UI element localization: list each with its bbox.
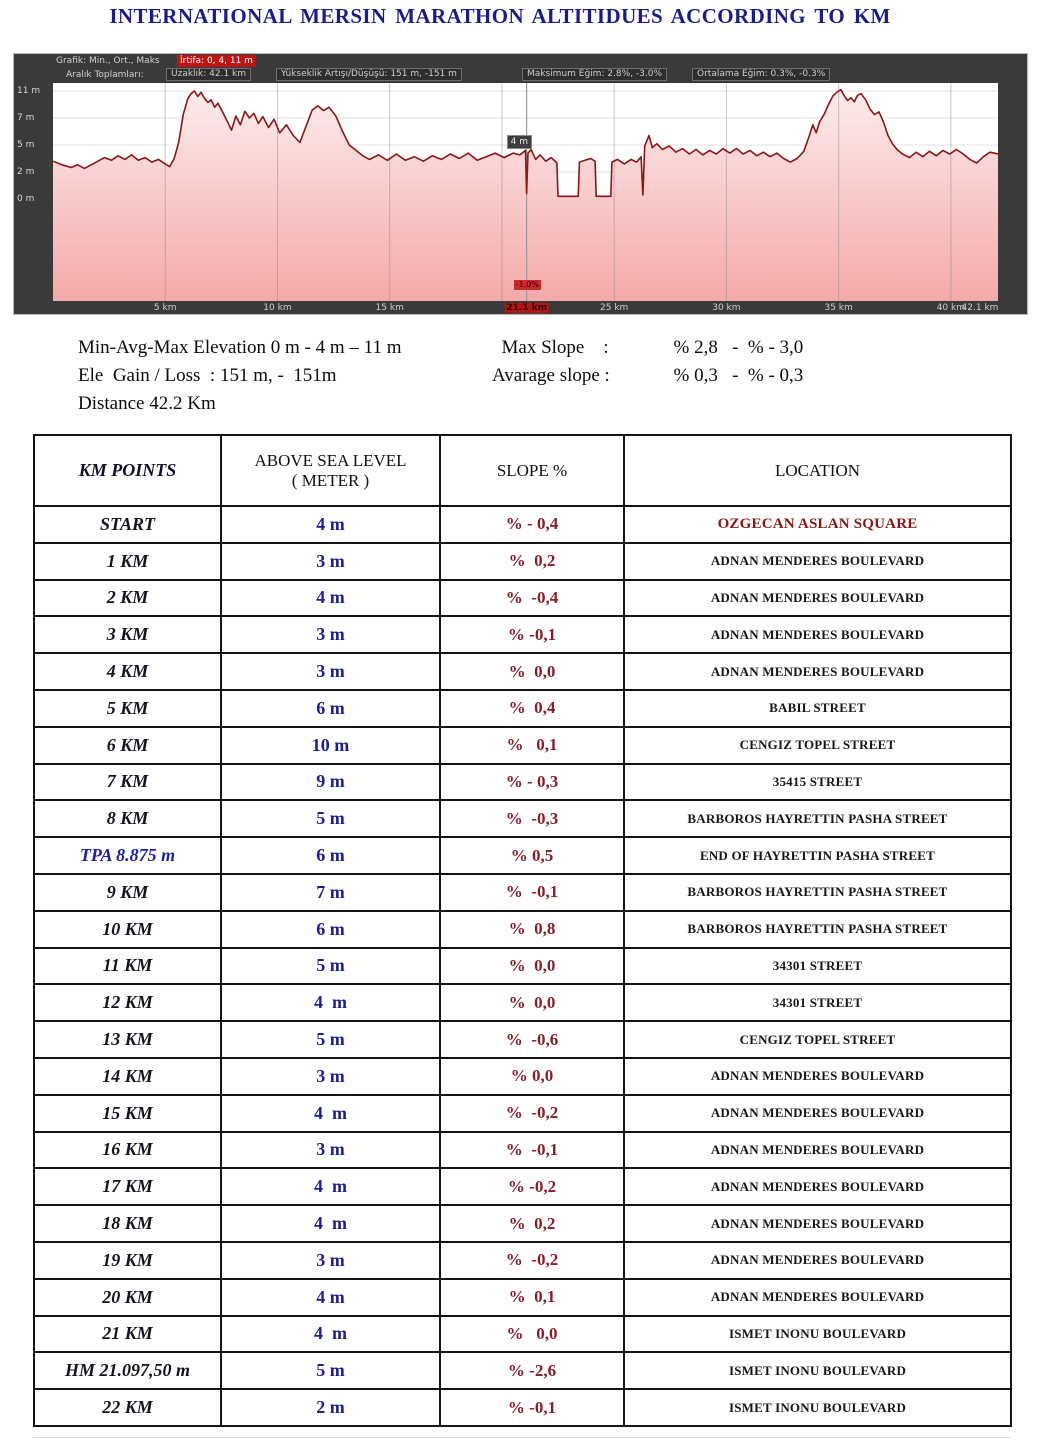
table-row bbox=[34, 911, 1011, 948]
slope-cell: % -0,1 bbox=[440, 616, 624, 653]
table-row bbox=[34, 653, 1011, 690]
km-cell: TPA 8.875 m bbox=[34, 837, 221, 874]
table-row bbox=[34, 1279, 1011, 1316]
table-row bbox=[34, 837, 1011, 874]
km-cell: 19 KM bbox=[34, 1242, 221, 1279]
km-cell: 16 KM bbox=[34, 1132, 221, 1169]
y-axis-label: 2 m bbox=[17, 167, 35, 177]
x-axis-label: 15 km bbox=[375, 303, 404, 313]
km-cell: HM 21.097,50 m bbox=[34, 1352, 221, 1389]
elevation-cell: 9 m bbox=[221, 764, 440, 801]
y-axis-label: 0 m bbox=[17, 194, 35, 204]
km-cell: 3 KM bbox=[34, 616, 221, 653]
location-cell: ISMET INONU BOULEVARD bbox=[624, 1352, 1011, 1389]
cursor-slope-tooltip: -1.0% bbox=[515, 280, 539, 289]
location-cell: 35415 STREET bbox=[624, 764, 1011, 801]
header-asl-line1: ABOVE SEA LEVEL bbox=[254, 450, 407, 470]
elevation-chart bbox=[13, 53, 1028, 315]
slope-cell: % -0,1 bbox=[440, 874, 624, 911]
table-row bbox=[34, 616, 1011, 653]
elevation-cell: 7 m bbox=[221, 874, 440, 911]
stat-gain-loss: Yükseklik Artışı/Düşüşü: 151 m, -151 m bbox=[276, 68, 462, 81]
stat-distance: Uzaklık: 42.1 km bbox=[166, 68, 251, 81]
table-row bbox=[34, 580, 1011, 617]
elevation-cell: 4 m bbox=[221, 1095, 440, 1132]
elevation-area-fill bbox=[53, 90, 998, 301]
summary-line-3 bbox=[78, 390, 978, 418]
slope-cell: % -0,4 bbox=[440, 580, 624, 617]
x-axis-label: 30 km bbox=[712, 303, 741, 313]
elevation-cell: 4 m bbox=[221, 580, 440, 617]
elevation-cell: 3 m bbox=[221, 653, 440, 690]
km-cell: 9 KM bbox=[34, 874, 221, 911]
location-cell: ADNAN MENDERES BOULEVARD bbox=[624, 1279, 1011, 1316]
km-cell: 11 KM bbox=[34, 948, 221, 985]
slope-cell: % 0,4 bbox=[440, 690, 624, 727]
km-cell: 22 KM bbox=[34, 1389, 221, 1426]
slope-cell: % 0,1 bbox=[440, 1279, 624, 1316]
slope-cell: % 0,0 bbox=[440, 984, 624, 1021]
cursor-elevation-tooltip: 4 m bbox=[507, 135, 532, 149]
summary-distance: Distance 42.2 Km bbox=[78, 393, 216, 414]
summary-line-2 bbox=[78, 362, 978, 390]
summary-block bbox=[78, 334, 978, 418]
location-cell: CENGIZ TOPEL STREET bbox=[624, 1021, 1011, 1058]
location-cell: BARBOROS HAYRETTIN PASHA STREET bbox=[624, 911, 1011, 948]
elevation-cell: 5 m bbox=[221, 1352, 440, 1389]
chart-header-row2 bbox=[14, 69, 1027, 82]
km-cell: 10 KM bbox=[34, 911, 221, 948]
km-cell: 7 KM bbox=[34, 764, 221, 801]
header-above-sea-level bbox=[221, 435, 440, 506]
table-row bbox=[34, 1021, 1011, 1058]
location-cell: ISMET INONU BOULEVARD bbox=[624, 1389, 1011, 1426]
km-cell: 18 KM bbox=[34, 1205, 221, 1242]
summary-max-slope-value: % 2,8 - % - 3,0 bbox=[664, 337, 804, 358]
location-cell: BARBOROS HAYRETTIN PASHA STREET bbox=[624, 800, 1011, 837]
elevation-cell: 4 m bbox=[221, 1205, 440, 1242]
table-row bbox=[34, 690, 1011, 727]
elevation-stat-badge: İrtifa: 0, 4, 11 m bbox=[177, 55, 256, 67]
table-row bbox=[34, 1058, 1011, 1095]
x-axis-label: 42.1 km bbox=[961, 303, 999, 313]
slope-cell: % -0,1 bbox=[440, 1389, 624, 1426]
km-cell: 14 KM bbox=[34, 1058, 221, 1095]
km-cell: 20 KM bbox=[34, 1279, 221, 1316]
x-axis-label: 35 km bbox=[824, 303, 853, 313]
header-asl-line2: ( METER ) bbox=[291, 470, 370, 490]
elevation-cell: 2 m bbox=[221, 1389, 440, 1426]
x-axis bbox=[53, 302, 998, 315]
slope-cell: % 0,0 bbox=[440, 948, 624, 985]
location-cell: ADNAN MENDERES BOULEVARD bbox=[624, 1132, 1011, 1169]
slope-cell: % 0,0 bbox=[440, 653, 624, 690]
header-location: LOCATION bbox=[624, 435, 1011, 506]
x-axis-label-cursor: 21.1 km bbox=[506, 303, 547, 313]
km-cell: 21 KM bbox=[34, 1316, 221, 1353]
km-cell: 12 KM bbox=[34, 984, 221, 1021]
km-cell: 8 KM bbox=[34, 800, 221, 837]
km-cell: 5 KM bbox=[34, 690, 221, 727]
km-cell: 2 KM bbox=[34, 580, 221, 617]
slope-cell: % 0,0 bbox=[440, 1316, 624, 1353]
summary-avg-slope-value: % 0,3 - % - 0,3 bbox=[664, 365, 804, 386]
location-cell: ADNAN MENDERES BOULEVARD bbox=[624, 1168, 1011, 1205]
chart-header-row1 bbox=[14, 55, 1027, 68]
slope-cell: % 0,0 bbox=[440, 1058, 624, 1095]
table-row bbox=[34, 506, 1011, 543]
location-cell: BABIL STREET bbox=[624, 690, 1011, 727]
location-cell: 34301 STREET bbox=[624, 948, 1011, 985]
plot-area[interactable] bbox=[53, 83, 998, 301]
elevation-cell: 3 m bbox=[221, 1058, 440, 1095]
table-row bbox=[34, 800, 1011, 837]
elevation-cell: 5 m bbox=[221, 1021, 440, 1058]
elevation-cell: 6 m bbox=[221, 911, 440, 948]
summary-max-slope-label: Max Slope : bbox=[492, 337, 609, 358]
elevation-cell: 4 m bbox=[221, 506, 440, 543]
chart-totals-label: Aralık Toplamları: bbox=[66, 70, 144, 80]
slope-cell: % - 0,3 bbox=[440, 764, 624, 801]
location-cell: BARBOROS HAYRETTIN PASHA STREET bbox=[624, 874, 1011, 911]
table-row bbox=[34, 1095, 1011, 1132]
elevation-cell: 5 m bbox=[221, 800, 440, 837]
elevation-cell: 3 m bbox=[221, 1132, 440, 1169]
location-cell: ADNAN MENDERES BOULEVARD bbox=[624, 1058, 1011, 1095]
km-cell: 17 KM bbox=[34, 1168, 221, 1205]
table-row bbox=[34, 984, 1011, 1021]
header-slope: SLOPE % bbox=[440, 435, 624, 506]
km-cell: 4 KM bbox=[34, 653, 221, 690]
x-axis-label: 40 km bbox=[936, 303, 966, 313]
table-row bbox=[34, 1132, 1011, 1169]
location-cell: ADNAN MENDERES BOULEVARD bbox=[624, 1095, 1011, 1132]
location-cell: ISMET INONU BOULEVARD bbox=[624, 1316, 1011, 1353]
y-axis-label: 11 m bbox=[17, 86, 41, 96]
location-cell: 34301 STREET bbox=[624, 984, 1011, 1021]
location-cell: OZGECAN ASLAN SQUARE bbox=[624, 506, 1011, 543]
elevation-cell: 4 m bbox=[221, 1279, 440, 1316]
elevation-cell: 3 m bbox=[221, 543, 440, 580]
elevation-cell: 4 m bbox=[221, 1168, 440, 1205]
slope-cell: % -0,2 bbox=[440, 1168, 624, 1205]
elevation-cell: 3 m bbox=[221, 616, 440, 653]
slope-cell: % 0,1 bbox=[440, 727, 624, 764]
location-cell: CENGIZ TOPEL STREET bbox=[624, 727, 1011, 764]
slope-cell: % 0,8 bbox=[440, 911, 624, 948]
slope-cell: % 0,2 bbox=[440, 1205, 624, 1242]
km-points-table bbox=[33, 434, 1012, 1427]
elevation-cell: 10 m bbox=[221, 727, 440, 764]
table-row bbox=[34, 543, 1011, 580]
y-axis-label: 7 m bbox=[17, 113, 35, 123]
stat-max-slope: Maksimum Eğim: 2.8%, -3.0% bbox=[522, 68, 667, 81]
slope-cell: % -2,6 bbox=[440, 1352, 624, 1389]
km-cell: START bbox=[34, 506, 221, 543]
location-cell: ADNAN MENDERES BOULEVARD bbox=[624, 1242, 1011, 1279]
x-axis-label: 25 km bbox=[600, 303, 629, 313]
table-row bbox=[34, 1205, 1011, 1242]
elevation-cell: 4 m bbox=[221, 984, 440, 1021]
table-row bbox=[34, 1389, 1011, 1426]
location-cell: ADNAN MENDERES BOULEVARD bbox=[624, 653, 1011, 690]
summary-avg-slope-label: Avarage slope : bbox=[492, 365, 610, 386]
header-km-points: KM POINTS bbox=[34, 435, 221, 506]
chart-graph-label: Grafik: Min., Ort., Maks bbox=[56, 56, 160, 66]
page-title: INTERNATIONAL MERSIN MARATHON ALTITIDUES ACCORDING TO KM bbox=[109, 4, 891, 28]
table-row bbox=[34, 948, 1011, 985]
x-axis-label: 10 km bbox=[263, 303, 292, 313]
km-cell: 6 KM bbox=[34, 727, 221, 764]
elevation-cell: 6 m bbox=[221, 837, 440, 874]
slope-cell: % -0,2 bbox=[440, 1242, 624, 1279]
km-cell: 15 KM bbox=[34, 1095, 221, 1132]
location-cell: ADNAN MENDERES BOULEVARD bbox=[624, 1205, 1011, 1242]
stat-avg-slope: Ortalama Eğim: 0.3%, -0.3% bbox=[692, 68, 830, 81]
slope-cell: % -0,3 bbox=[440, 800, 624, 837]
table-row bbox=[34, 1242, 1011, 1279]
location-cell: ADNAN MENDERES BOULEVARD bbox=[624, 580, 1011, 617]
location-cell: ADNAN MENDERES BOULEVARD bbox=[624, 543, 1011, 580]
elevation-cell: 6 m bbox=[221, 690, 440, 727]
slope-cell: % -0,1 bbox=[440, 1132, 624, 1169]
table-row bbox=[34, 764, 1011, 801]
summary-elevation: Min-Avg-Max Elevation 0 m - 4 m – 11 m bbox=[78, 337, 402, 358]
elevation-profile-svg bbox=[53, 83, 998, 301]
table-row bbox=[34, 1168, 1011, 1205]
table-header-row bbox=[34, 435, 1011, 506]
table-row bbox=[34, 1352, 1011, 1389]
summary-gain-loss: Ele Gain / Loss : 151 m, - 151m bbox=[78, 365, 337, 386]
table-row bbox=[34, 874, 1011, 911]
slope-cell: % 0,5 bbox=[440, 837, 624, 874]
next-page-row-edge bbox=[33, 1437, 1010, 1438]
table-row bbox=[34, 1316, 1011, 1353]
slope-cell: % -0,2 bbox=[440, 1095, 624, 1132]
y-axis bbox=[17, 83, 51, 301]
km-cell: 1 KM bbox=[34, 543, 221, 580]
elevation-cell: 4 m bbox=[221, 1316, 440, 1353]
location-cell: END OF HAYRETTIN PASHA STREET bbox=[624, 837, 1011, 874]
location-cell: ADNAN MENDERES BOULEVARD bbox=[624, 616, 1011, 653]
km-cell: 13 KM bbox=[34, 1021, 221, 1058]
y-axis-label: 5 m bbox=[17, 140, 35, 150]
slope-cell: % 0,2 bbox=[440, 543, 624, 580]
table-row bbox=[34, 727, 1011, 764]
elevation-cell: 5 m bbox=[221, 948, 440, 985]
elevation-cell: 3 m bbox=[221, 1242, 440, 1279]
x-axis-label: 5 km bbox=[153, 303, 177, 313]
summary-line-1 bbox=[78, 334, 978, 362]
slope-cell: % - 0,4 bbox=[440, 506, 624, 543]
slope-cell: % -0,6 bbox=[440, 1021, 624, 1058]
